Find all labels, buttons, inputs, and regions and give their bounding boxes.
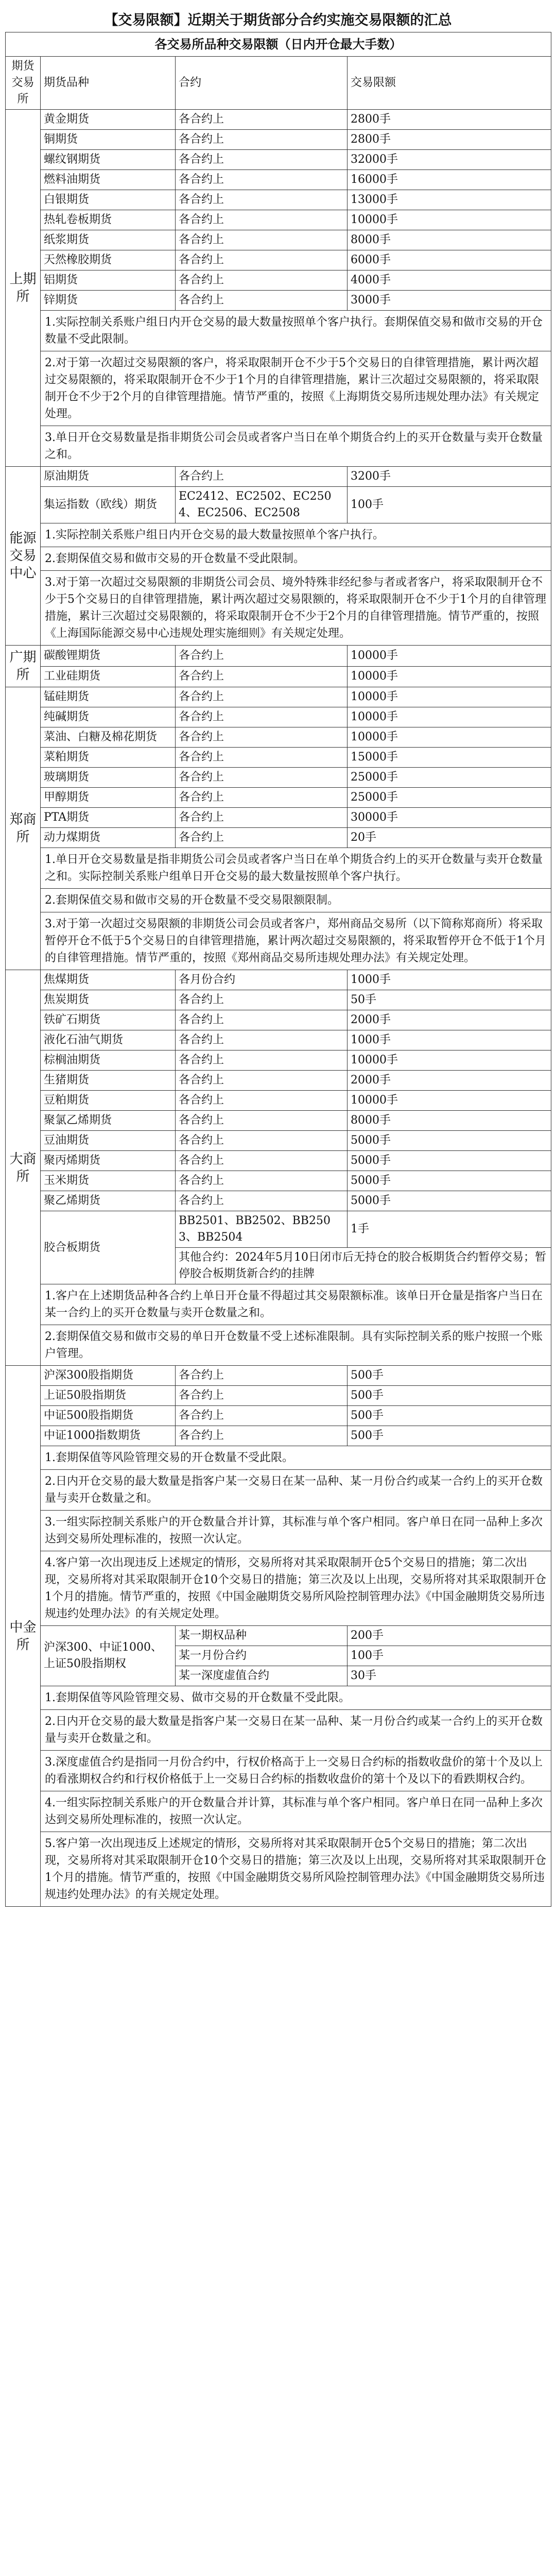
limit-value: 10000手: [348, 646, 551, 667]
product-name: 锌期货: [41, 291, 176, 311]
table-row: [6, 1171, 551, 1191]
table-row: [6, 250, 551, 270]
contract-value: 各合约上: [176, 1111, 348, 1131]
product-name: 液化石油气期货: [41, 1030, 176, 1050]
limit-value: 10000手: [348, 727, 551, 748]
limit-value: 8000手: [348, 1111, 551, 1131]
contract-value: 某一期权品种: [176, 1626, 348, 1646]
table-row: [6, 1406, 551, 1426]
exchange-name: 广期所: [6, 646, 41, 687]
table-row: [6, 210, 551, 230]
product-name: 甲醇期货: [41, 788, 176, 808]
product-name: 菜油、白糖及棉花期货: [41, 727, 176, 748]
note-text: 1.实际控制关系账户组日内开仓交易的最大数量按照单个客户执行。: [41, 523, 551, 547]
note-text: 2.对于第一次超过交易限额的客户，将采取限制开仓不少于5个交易日的自律管理措施，累计两次超过交易限额的，将采取限制开仓不少于1个月的自律管理措施，累计三次超过交易限额的，将采取限制开仓不少于2个月的自律管理措施。情节严重的，按照《上海期货交易所违规处理办法》有关规定处理。: [41, 351, 551, 426]
table-row: [6, 1366, 551, 1386]
note-text: 4.客户第一次出现违反上述规定的情形，交易所将对其采取限制开仓5个交易日的措施；第二次出现，交易所将对其采取限制开仓10个交易日的措施；第三次及以上出现，交易所将对其采取限制开仓1个月的措施。情节严重的，按照《中国金融期货交易所风险控制管理办法》《中国金融期货交易所违规违约处理办法》的有关规定处理。: [41, 1551, 551, 1626]
note-row: [6, 1686, 551, 1710]
limit-value: 32000手: [348, 150, 551, 170]
col-header-limit: 交易限额: [348, 57, 551, 110]
limit-value: 8000手: [348, 230, 551, 250]
limit-value: 25000手: [348, 768, 551, 788]
product-name: 热轧卷板期货: [41, 210, 176, 230]
limit-value: 1000手: [348, 970, 551, 990]
limit-value: 200手: [348, 1626, 551, 1646]
product-name: 沪深300股指期货: [41, 1366, 176, 1386]
limit-value: 5000手: [348, 1151, 551, 1171]
contract-value: 各合约上: [176, 828, 348, 848]
note-row: [6, 426, 551, 467]
table-row: [6, 828, 551, 848]
limit-value: 100手: [348, 1646, 551, 1666]
contract-value: 各合约上: [176, 291, 348, 311]
table-row: [6, 1191, 551, 1211]
contract-value: 各合约上: [176, 1071, 348, 1091]
note-text: 2.日内开仓交易的最大数量是指客户某一交易日在某一品种、某一月份合约或某一合约上的买开仓数量与卖开仓数量之和。: [41, 1470, 551, 1511]
contract-value: 各合约上: [176, 666, 348, 687]
table-row: [6, 467, 551, 487]
col-header-exchange: 期货交易所: [6, 57, 41, 110]
note-row: [6, 912, 551, 970]
product-name: 工业硅期货: [41, 666, 176, 687]
contract-value: 各合约上: [176, 1426, 348, 1446]
product-name: 纸浆期货: [41, 230, 176, 250]
note-row: [6, 311, 551, 351]
note-row: [6, 351, 551, 426]
note-row: [6, 1470, 551, 1511]
limit-value: 6000手: [348, 250, 551, 270]
product-name: 聚氯乙烯期货: [41, 1111, 176, 1131]
limit-value: 30000手: [348, 808, 551, 828]
exchange-name: 能源交易中心: [6, 467, 41, 646]
limit-value: 10000手: [348, 666, 551, 687]
note-row: [6, 571, 551, 646]
note-row: [6, 1511, 551, 1551]
table-row: [6, 130, 551, 150]
contract-value: 各合约上: [176, 130, 348, 150]
contract-value: 各合约上: [176, 110, 348, 130]
contract-value: 某一月份合约: [176, 1646, 348, 1666]
contract-value: 各合约上: [176, 808, 348, 828]
note-text: 2.套期保值交易和做市交易的开仓数量不受此限制。: [41, 547, 551, 571]
table-row: [6, 666, 551, 687]
contract-value: 各合约上: [176, 1091, 348, 1111]
limit-value: 16000手: [348, 170, 551, 190]
limit-value: 2000手: [348, 1010, 551, 1030]
table-row: [6, 150, 551, 170]
limit-value: 2800手: [348, 130, 551, 150]
product-name: 豆粕期货: [41, 1091, 176, 1111]
note-text: 2.套期保值交易和做市交易的开仓数量不受交易限额限制。: [41, 889, 551, 912]
limit-value: 2800手: [348, 110, 551, 130]
contract-value: 各合约上: [176, 1386, 348, 1406]
note-text: 1.客户在上述期货品种各合约上单日开仓量不得超过其交易限额标准。该单日开仓量是指客户当日在某一合约上的买开仓数量与卖开仓数量之和。: [41, 1284, 551, 1325]
limit-value: 50手: [348, 990, 551, 1010]
contract-value: 各合约上: [176, 727, 348, 748]
limit-value: 3200手: [348, 467, 551, 487]
table-row: [6, 1211, 551, 1248]
table-row: [6, 190, 551, 210]
note-row: [6, 889, 551, 912]
table-row: [6, 1050, 551, 1071]
table-row: [6, 1071, 551, 1091]
product-name: PTA期货: [41, 808, 176, 828]
exchange-name: 郑商所: [6, 687, 41, 970]
product-name: 聚丙烯期货: [41, 1151, 176, 1171]
contract-value: 各合约上: [176, 788, 348, 808]
limit-value: 500手: [348, 1406, 551, 1426]
note-text: 1.单日开仓交易数量是指非期货公司会员或者客户当日在单个期货合约上的买开仓数量与卖开仓数量之和。实际控制关系账户组单日开仓交易的最大数量按照单个客户执行。: [41, 848, 551, 889]
limit-value: 25000手: [348, 788, 551, 808]
contract-value: 各合约上: [176, 270, 348, 291]
note-text: 3.对于第一次超过交易限额的非期货公司会员、境外特殊非经纪参与者或者客户，将采取限制开仓不少于5个交易日的自律管理措施，累计两次超过交易限额的，将采取限制开仓不少于1个月的自律管理措施，累计三次超过交易限额的，将采取限制开仓不少于2个月的自律管理措施。情节严重的，按照《上海国际能源交易中心违规处理实施细则》有关规定处理。: [41, 571, 551, 646]
note-row: [6, 848, 551, 889]
contract-value: 各合约上: [176, 250, 348, 270]
table-row: [6, 487, 551, 523]
limit-value: 1手: [348, 1211, 551, 1248]
table-row: [6, 970, 551, 990]
table-row: [6, 808, 551, 828]
limit-value: 3000手: [348, 291, 551, 311]
plywood-note: 其他合约：2024年5月10日闭市后无持仓的胶合板期货合约暂停交易；暂停胶合板期货新合约的挂牌: [176, 1248, 551, 1284]
contract-value: 各合约上: [176, 1151, 348, 1171]
note-text: 3.深度虚值合约是指同一月份合约中，行权价格高于上一交易日合约标的指数收盘价的第十个及以上的看涨期权合约和行权价格低于上一交易日合约标的指数收盘价的第十个及以下的看跌期权合约。: [41, 1751, 551, 1791]
limits-table: [5, 32, 551, 1907]
contract-value: EC2412、EC2502、EC2504、EC2506、EC2508: [176, 487, 348, 523]
table-row: [6, 1010, 551, 1030]
document-title: 【交易限额】近期关于期货部分合约实施交易限额的汇总: [104, 12, 452, 28]
contract-value: 各合约上: [176, 1171, 348, 1191]
table-row: [6, 1111, 551, 1131]
note-row: [6, 523, 551, 547]
product-name: 螺纹钢期货: [41, 150, 176, 170]
product-name: 原油期货: [41, 467, 176, 487]
table-row: [6, 1626, 551, 1646]
table-row: [6, 748, 551, 768]
product-name: 玻璃期货: [41, 768, 176, 788]
product-name: 纯碱期货: [41, 707, 176, 727]
table-row: [6, 1386, 551, 1406]
contract-value: 各合约上: [176, 768, 348, 788]
product-name: 棕榈油期货: [41, 1050, 176, 1071]
col-header-contract: 合约: [176, 57, 348, 110]
product-name: 集运指数（欧线）期货: [41, 487, 176, 523]
limit-value: 5000手: [348, 1131, 551, 1151]
product-name: 玉米期货: [41, 1171, 176, 1191]
limit-value: 15000手: [348, 748, 551, 768]
table-row: [6, 1030, 551, 1050]
limit-value: 2000手: [348, 1071, 551, 1091]
note-row: [6, 1791, 551, 1832]
limit-value: 10000手: [348, 687, 551, 707]
product-name: 上证50股指期货: [41, 1386, 176, 1406]
product-name: 焦炭期货: [41, 990, 176, 1010]
product-name: 豆油期货: [41, 1131, 176, 1151]
limit-value: 10000手: [348, 1091, 551, 1111]
limit-value: 20手: [348, 828, 551, 848]
limit-value: 500手: [348, 1386, 551, 1406]
table-row: [6, 1091, 551, 1111]
limit-value: 500手: [348, 1366, 551, 1386]
table-row: [6, 230, 551, 250]
col-header-product: 期货品种: [41, 57, 176, 110]
contract-value: 某一深度虚值合约: [176, 1666, 348, 1686]
note-text: 2.套期保值交易和做市交易的单日开仓数量不受上述标准限制。具有实际控制关系的账户按照一个账户管理。: [41, 1325, 551, 1366]
contract-value: 各合约上: [176, 687, 348, 707]
note-text: 1.实际控制关系账户组日内开仓交易的最大数量按照单个客户执行。套期保值交易和做市交易的开仓数量不受此限制。: [41, 311, 551, 351]
contract-value: 各合约上: [176, 748, 348, 768]
contract-value: 各合约上: [176, 707, 348, 727]
note-row: [6, 1710, 551, 1751]
table-row: [6, 170, 551, 190]
note-row: [6, 1325, 551, 1366]
table-row: [6, 270, 551, 291]
note-text: 4.一组实际控制关系账户的开仓数量合并计算，其标准与单个客户相同。客户单日在同一品种上多次达到交易所处理标准的，按照一次认定。: [41, 1791, 551, 1832]
limit-value: 30手: [348, 1666, 551, 1686]
note-text: 1.套期保值等风险管理交易的开仓数量不受此限。: [41, 1446, 551, 1470]
contract-value: 各合约上: [176, 1010, 348, 1030]
note-row: [6, 1284, 551, 1325]
product-name: 天然橡胶期货: [41, 250, 176, 270]
note-row: [6, 1751, 551, 1791]
table-row: [6, 291, 551, 311]
contract-value: 各合约上: [176, 990, 348, 1010]
note-text: 5.客户第一次出现违反上述规定的情形，交易所将对其采取限制开仓5个交易日的措施；第二次出现，交易所将对其采取限制开仓10个交易日的措施；第三次及以上出现，交易所将对其采取限制开仓1个月的措施。情节严重的，按照《中国金融期货交易所风险控制管理办法》《中国金融期货交易所违规违约处理办法》的有关规定处理。: [41, 1832, 551, 1907]
note-row: [6, 1551, 551, 1626]
product-name: 沪深300、中证1000、上证50股指期权: [41, 1626, 176, 1686]
limit-value: 5000手: [348, 1171, 551, 1191]
limit-value: 10000手: [348, 210, 551, 230]
contract-value: 各合约上: [176, 1406, 348, 1426]
product-name: 燃料油期货: [41, 170, 176, 190]
note-text: 1.套期保值等风险管理交易、做市交易的开仓数量不受此限。: [41, 1686, 551, 1710]
contract-value: 各合约上: [176, 210, 348, 230]
table-row: [6, 1131, 551, 1151]
product-name: 聚乙烯期货: [41, 1191, 176, 1211]
product-name: 中证500股指期货: [41, 1406, 176, 1426]
product-name: 铜期货: [41, 130, 176, 150]
table-row: [6, 1151, 551, 1171]
product-name: 生猪期货: [41, 1071, 176, 1091]
contract-value: 各合约上: [176, 1050, 348, 1071]
column-header-row: [6, 57, 551, 110]
limit-value: 10000手: [348, 1050, 551, 1071]
product-name: 黄金期货: [41, 110, 176, 130]
table-row: [6, 110, 551, 130]
limit-value: 13000手: [348, 190, 551, 210]
exchange-name: 上期所: [6, 110, 41, 467]
table-row: [6, 727, 551, 748]
note-row: [6, 1446, 551, 1470]
note-text: 3.对于第一次超过交易限额的非期货公司会员或者客户，郑州商品交易所（以下简称郑商所）将采取暂停开仓不低于5个交易日的自律管理措施，累计两次超过交易限额的，将采取暂停开仓不低于1个月的自律管理措施。情节严重的，按照《郑州商品交易所违规处理办法》有关规定处理。: [41, 912, 551, 970]
limit-value: 10000手: [348, 707, 551, 727]
note-text: 3.单日开仓交易数量是指非期货公司会员或者客户当日在单个期货合约上的买开仓数量与卖开仓数量之和。: [41, 426, 551, 467]
table-title-row: [6, 32, 551, 57]
product-name: 碳酸锂期货: [41, 646, 176, 667]
table-row: [6, 646, 551, 667]
product-name: 中证1000指数期货: [41, 1426, 176, 1446]
contract-value: 各合约上: [176, 1030, 348, 1050]
contract-value: 各合约上: [176, 467, 348, 487]
note-row: [6, 1832, 551, 1907]
contract-value: 各合约上: [176, 170, 348, 190]
note-row: [6, 547, 551, 571]
product-name: 白银期货: [41, 190, 176, 210]
table-row: [6, 1426, 551, 1446]
contract-value: 各合约上: [176, 1131, 348, 1151]
product-name: 锰硅期货: [41, 687, 176, 707]
product-name: 焦煤期货: [41, 970, 176, 990]
product-name: 胶合板期货: [41, 1211, 176, 1284]
contract-value: 各合约上: [176, 150, 348, 170]
contract-value: 各合约上: [176, 1191, 348, 1211]
product-name: 铁矿石期货: [41, 1010, 176, 1030]
note-text: 2.日内开仓交易的最大数量是指客户某一交易日在某一品种、某一月份合约或某一合约上的买开仓数量与卖开仓数量之和。: [41, 1710, 551, 1751]
product-name: 铝期货: [41, 270, 176, 291]
contract-value: 各合约上: [176, 1366, 348, 1386]
limit-value: 1000手: [348, 1030, 551, 1050]
table-title: 各交易所品种交易限额（日内开仓最大手数）: [6, 32, 551, 57]
product-name: 动力煤期货: [41, 828, 176, 848]
product-name: 菜粕期货: [41, 748, 176, 768]
contract-value: BB2501、BB2502、BB2503、BB2504: [176, 1211, 348, 1248]
table-row: [6, 707, 551, 727]
contract-value: 各合约上: [176, 230, 348, 250]
table-row: [6, 687, 551, 707]
note-text: 3.一组实际控制关系账户的开仓数量合并计算，其标准与单个客户相同。客户单日在同一品种上多次达到交易所处理标准的，按照一次认定。: [41, 1511, 551, 1551]
contract-value: 各合约上: [176, 190, 348, 210]
table-row: [6, 990, 551, 1010]
limit-value: 4000手: [348, 270, 551, 291]
contract-value: 各月份合约: [176, 970, 348, 990]
limit-value: 5000手: [348, 1191, 551, 1211]
contract-value: 各合约上: [176, 646, 348, 667]
table-row: [6, 768, 551, 788]
exchange-name: 中金所: [6, 1366, 41, 1907]
exchange-name: 大商所: [6, 970, 41, 1366]
limit-value: 500手: [348, 1426, 551, 1446]
limit-value: 100手: [348, 487, 551, 523]
table-row: [6, 788, 551, 808]
